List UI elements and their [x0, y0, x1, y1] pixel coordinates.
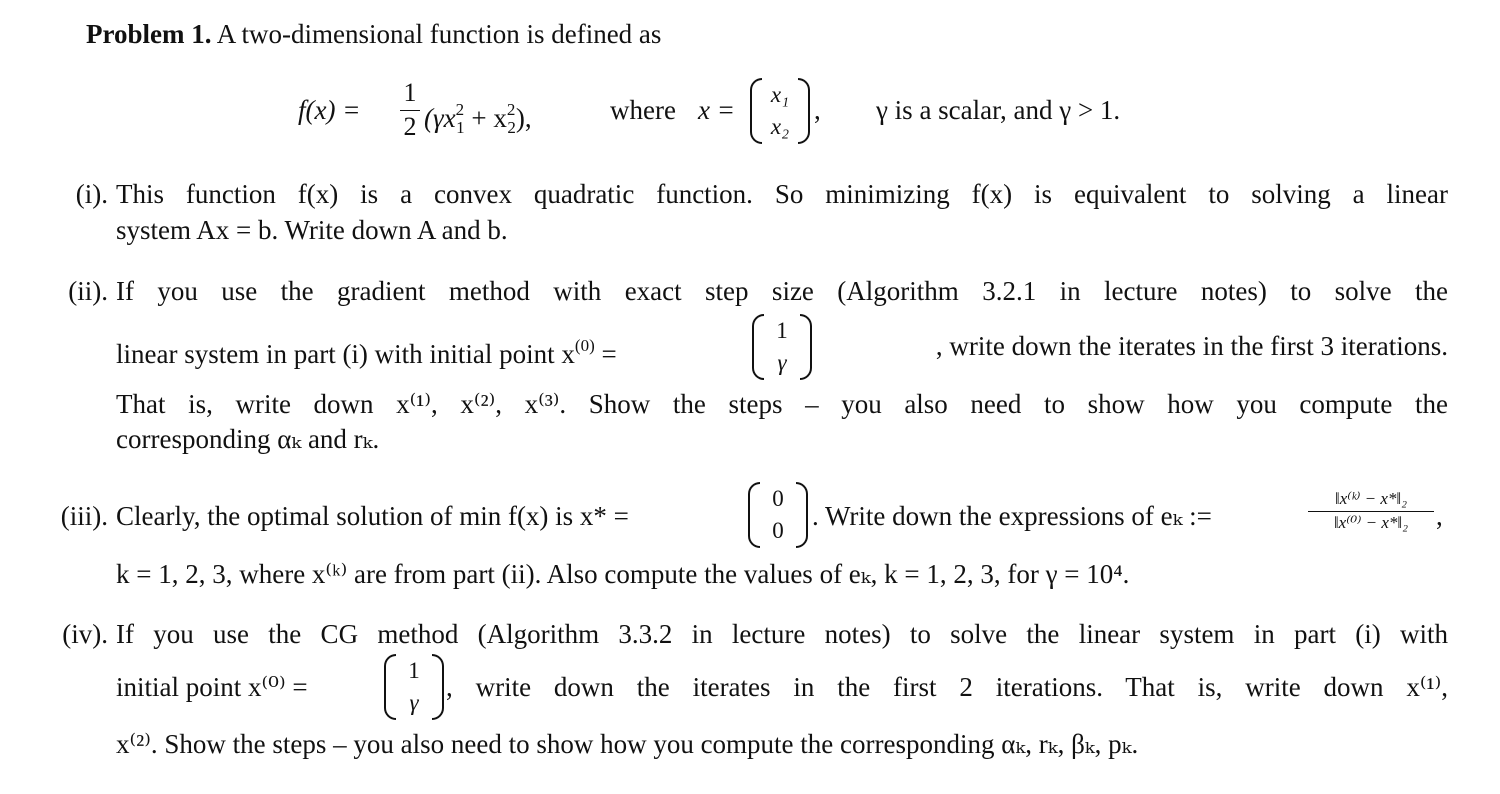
- part-ii-eq: =: [594, 339, 617, 369]
- part-ii-vector-top: 1: [776, 318, 788, 343]
- part-ii-label: (ii).: [68, 276, 108, 306]
- def-rhs-c: ),: [515, 103, 532, 133]
- right-paren: [800, 314, 812, 380]
- right-paren: [796, 482, 808, 548]
- def-rhs: [424, 94, 532, 144]
- def-rhs-a: (γx: [424, 103, 456, 133]
- part-ii-line1: If you use the gradient method with exact step size (Algorithm 3.2.1 in lecture notes) to solve the: [116, 276, 1448, 306]
- where-word: where: [610, 95, 676, 125]
- def-lhs: f(x) =: [298, 95, 361, 125]
- part-ii-vector: [752, 314, 812, 380]
- where-x: x =: [698, 95, 735, 125]
- part-iii-line1-mid: . Write down the expressions of eₖ :=: [812, 501, 1212, 531]
- part-iv-vector-bottom: γ: [409, 690, 419, 715]
- part-iii-label: (iii).: [60, 501, 108, 531]
- part-ii-line2a: linear system in part (i) with initial point x: [116, 339, 575, 369]
- part-iv-line1: If you use the CG method (Algorithm 3.3.2 in lecture notes) to solve the linear system in part (i) with: [116, 619, 1448, 649]
- half-fraction: [400, 78, 420, 142]
- part-iv-line2-start: initial point x⁽⁰⁾ =: [116, 672, 308, 702]
- error-denominator: ‖x⁽⁰⁾ − x*‖₂: [1333, 513, 1409, 532]
- fraction-bar: [1308, 511, 1434, 512]
- part-ii-line2-end: , write down the iterates in the first 3 iterations.: [935, 331, 1448, 361]
- vector-comma: ,: [814, 95, 821, 125]
- problem-intro: A two-dimensional function is defined as: [216, 19, 662, 49]
- vector-x-bottom: x₂: [770, 114, 790, 139]
- part-iii-line1-end: ,: [1436, 501, 1443, 531]
- part-iii-line1-start: Clearly, the optimal solution of min f(x) is x* =: [116, 501, 629, 531]
- vector-x-top: x₁: [770, 82, 790, 107]
- gamma-condition: γ is a scalar, and γ > 1.: [876, 95, 1121, 125]
- part-ii-sup: (0): [574, 336, 595, 355]
- part-iv-vector-top: 1: [408, 658, 420, 683]
- sub-2: 2: [507, 118, 516, 137]
- problem-header: [86, 18, 661, 50]
- sub-1: 1: [456, 118, 465, 137]
- part-iv-line2-end: , write down the iterates in the first 2 iterations. That is, write down x⁽¹⁾,: [446, 672, 1448, 702]
- part-iv-line3: x⁽²⁾. Show the steps – you also need to show how you compute the corresponding αₖ, rₖ, βₖ, pₖ.: [116, 729, 1139, 759]
- part-ii-line4: corresponding αₖ and rₖ.: [116, 424, 380, 454]
- half-denominator: 2: [403, 112, 417, 141]
- part-ii-vector-bottom: γ: [777, 350, 787, 375]
- part-iv-vector: [384, 654, 444, 720]
- def-rhs-b: + x: [464, 103, 507, 133]
- part-iii-vector: [748, 482, 808, 548]
- part-ii-line2-start: [116, 330, 617, 370]
- part-i-line1: This function f(x) is a convex quadratic function. So minimizing f(x) is equivalent to solving a linear: [116, 179, 1448, 209]
- part-i-line2: system Ax = b. Write down A and b.: [116, 215, 508, 245]
- sq-2: 2: [506, 100, 516, 119]
- part-ii-line3: That is, write down x⁽¹⁾, x⁽²⁾, x⁽³⁾. Show the steps – you also need to show how you compute the: [116, 389, 1448, 419]
- error-numerator: ‖x⁽ᵏ⁾ − x*‖₂: [1334, 489, 1408, 508]
- left-paren: [748, 482, 760, 548]
- left-paren: [750, 78, 762, 144]
- right-paren: [432, 654, 444, 720]
- part-i-label: (i).: [75, 179, 108, 209]
- part-iii-line2: k = 1, 2, 3, where x⁽ᵏ⁾ are from part (ii). Also compute the values of eₖ, k = 1, 2, 3, for γ = 10⁴.: [116, 559, 1130, 589]
- part-iv-label: (iv).: [62, 619, 108, 649]
- left-paren: [752, 314, 764, 380]
- part-iii-vector-top: 0: [772, 486, 784, 511]
- half-numerator: 1: [403, 78, 417, 107]
- left-paren: [384, 654, 396, 720]
- right-paren: [798, 78, 810, 144]
- vector-x: [750, 78, 810, 144]
- error-fraction: [1308, 490, 1434, 534]
- sq-1: 2: [455, 100, 465, 119]
- fraction-bar: [400, 110, 420, 111]
- problem-title: Problem 1.: [86, 19, 212, 49]
- part-iii-vector-bottom: 0: [772, 518, 784, 543]
